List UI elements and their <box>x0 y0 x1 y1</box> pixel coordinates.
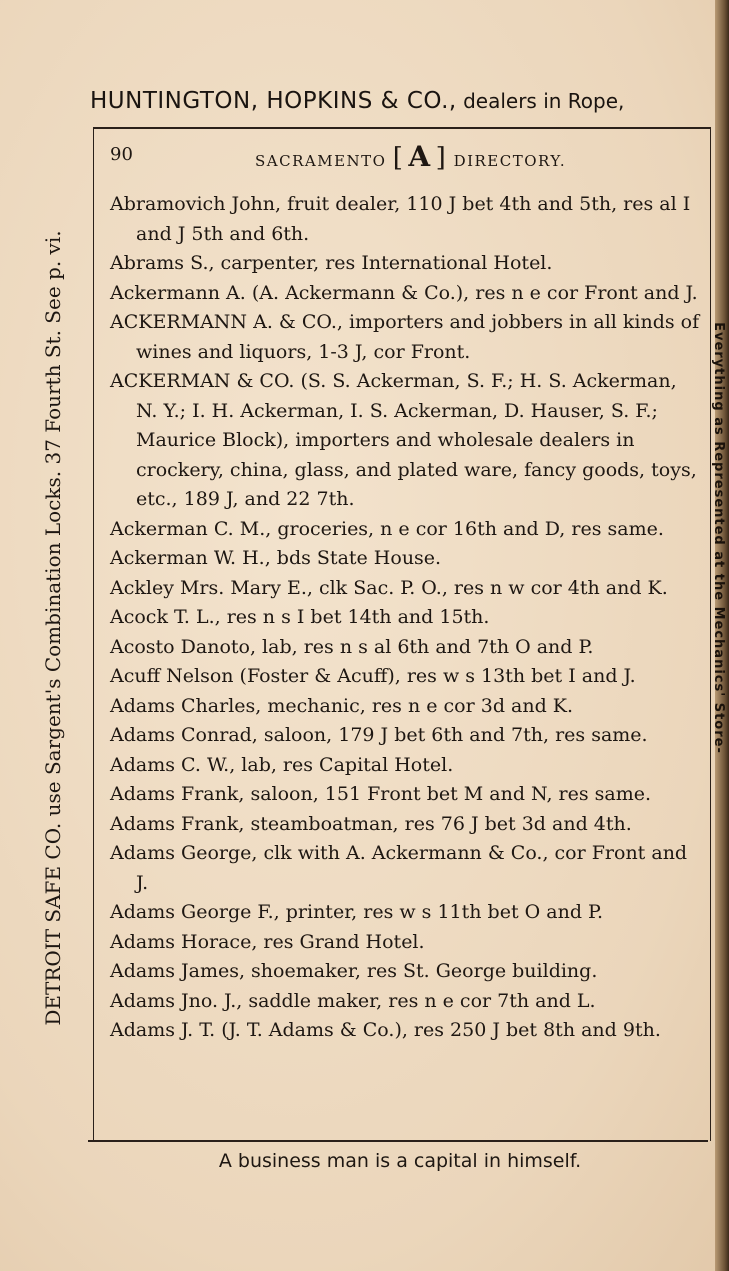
list-item: Acock T. L., res n s I bet 14th and 15th. <box>110 606 490 628</box>
list-item: Ackerman W. H., bds State House. <box>110 547 442 569</box>
list-item: ACKERMANN A. & CO., importers and jobbers in all kinds of wines and liquors, 1-3 J, cor Front. <box>110 311 700 363</box>
section-letter: A <box>408 140 432 173</box>
list-item: Adams Frank, saloon, 151 Front bet M and N, res same. <box>110 783 652 805</box>
running-head-directory: DIRECTORY. <box>453 152 567 170</box>
left-margin-advertisement: DETROIT SAFE CO. use Sargent's Combination Locks. 37 Fourth St. See p. vi. <box>41 230 65 1026</box>
list-item: Ackermann A. (A. Ackermann & Co.), res n e cor Front and J. <box>110 281 698 304</box>
list-item: Acuff Nelson (Foster & Acuff), res w s 13th bet I and J. <box>110 665 636 687</box>
page-number: 90 <box>110 144 133 165</box>
list-item: Ackley Mrs. Mary E., clk Sac. P. O., res n w cor 4th and K. <box>110 576 668 599</box>
top-ad-name: HUNTINGTON, HOPKINS & CO., <box>90 88 457 114</box>
list-item: Abramovich John, fruit dealer, 110 J bet 4th and 5th, res al I and J 5th and 6th. <box>110 193 691 245</box>
list-item: Adams James, shoemaker, res St. George building. <box>110 960 598 982</box>
list-item: Ackerman C. M., groceries, n e cor 16th and D, res same. <box>110 517 664 540</box>
right-margin-advertisement: Everything as Represented at the Mechanics' Store- <box>711 322 726 754</box>
list-item: Adams Conrad, saloon, 179 J bet 6th and 7th, res same. <box>110 724 648 746</box>
running-head <box>255 140 615 173</box>
list-item: Adams George F., printer, res w s 11th bet O and P. <box>110 901 603 923</box>
top-advertisement <box>90 88 729 114</box>
list-item: Acosto Danoto, lab, res n s al 6th and 7th O and P. <box>110 635 594 658</box>
top-ad-rest: dealers in Rope, <box>456 89 625 113</box>
list-item: Adams Horace, res Grand Hotel. <box>110 930 425 953</box>
bottom-rule <box>88 1140 708 1142</box>
list-item: Adams Charles, mechanic, res n e cor 3d and K. <box>110 694 574 717</box>
list-item: Adams George, clk with A. Ackermann & Co., cor Front and J. <box>110 842 688 894</box>
list-item: Adams Frank, steamboatman, res 76 J bet 3d and 4th. <box>110 812 632 835</box>
bracket-open: [ <box>392 143 405 173</box>
list-item: Adams J. T. (J. T. Adams & Co.), res 250 J bet 8th and 9th. <box>110 1019 661 1041</box>
directory-entries <box>110 190 700 1046</box>
running-head-city: SACRAMENTO <box>255 152 387 170</box>
bracket-close: ] <box>435 143 448 173</box>
list-item: ACKERMAN & CO. (S. S. Ackerman, S. F.; H. S. Ackerman, N. Y.; I. H. Ackerman, I. S. Ackerman, D. Hauser, S. F.; Maurice Block), importers and wholesale dealers in crockery, china, glass, and plated ware, fancy goods, toys, etc., 189 J, and 22 7th. <box>110 370 697 510</box>
bottom-motto: A business man is a capital in himself. <box>218 1150 582 1172</box>
list-item: Abrams S., carpenter, res International Hotel. <box>110 252 553 274</box>
list-item: Adams C. W., lab, res Capital Hotel. <box>110 753 454 776</box>
list-item: Adams Jno. J., saddle maker, res n e cor 7th and L. <box>110 989 596 1012</box>
directory-header <box>110 140 700 174</box>
